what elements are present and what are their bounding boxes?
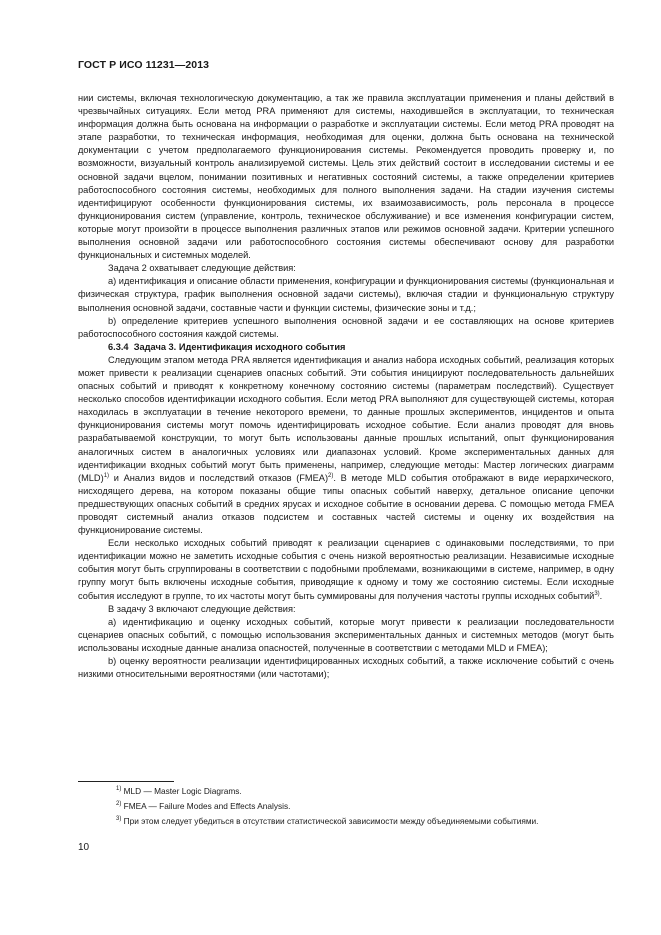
paragraph: нии системы, включая технологическую документацию, а так же правила эксплуатации применения и планы действий в чрезвычайных ситуациях. Если метод PRA применяют для системы, находившейся в эксплуатации, то техническая информация должна быть основана на информации о разработке и эксплуатации системы. Если метод PRA проводят на этапе разработки, то техническая информация, необходимая для оценки, должна быть основана на технической документации с учетом предполагаемого функционирования системы. Рекомендуется проводить проверку и, по возможности, визуальный контроль анализируемой системы. Цель этих действий состоит в исследовании системы и ее основной задачи вцелом, понимании позитивных и негативных состояний системы, а также определении критериев работоспособного состояния системы, необходимых для полного выполнения задачи. На стадии изучения системы идентифицируют особенности функционирования системы, их взаимозависимость, роль персонала в процессе функционирования систем (управление, контроль, техническое обслуживание) и все изменения конфигурации систем, которые могут произойти в процессе выполнения различных этапов или режимов основной задачи. Критерии успешного выполнения основной задачи или работоспособного состояния системы обеспечивают основу для разработки функциональных и системных моделей. <box>78 93 614 261</box>
list-item: b) оценку вероятности реализации идентифицированных исходных событий, а также исключение событий с очень низкими относительными вероятностями (или частотами); <box>78 656 614 680</box>
section-title: Задача 3. Идентификация исходного события <box>133 341 346 352</box>
page-number: 10 <box>78 842 90 853</box>
footnote-text: MLD — Master Logic Diagrams. <box>121 786 242 796</box>
footnote-divider <box>78 781 174 782</box>
section-number: 6.3.4 <box>108 341 129 352</box>
footnote-text: FMEA — Failure Modes and Effects Analysis. <box>121 801 291 811</box>
list-item: а) идентификация и описание области применения, конфигурации и функционирования системы (функциональная и физическая структура, график выполнения основной задачи системы), включая стадии и функциональную структуру выполнения основной задачи, составные части и функции системы, физические зоны и т.д.; <box>78 276 615 313</box>
section-heading <box>78 341 614 354</box>
document-body <box>78 92 614 681</box>
footnote-mark: 3) <box>116 816 122 823</box>
text-run: . <box>599 590 603 601</box>
footnote <box>78 800 614 812</box>
document-header: ГОСТ Р ИСО 11231—2013 <box>78 59 210 71</box>
text-run: Следующим этапом метода PRA является идентификация и анализ набора исходных событий, реализация которых может привести к реализации сценариев опасных событий. Эти события инициируют последовательность дальнейших опасных событий и приводят к конкретному конечному состоянию системы (параметрам последствий). Существует несколько способов идентификации исходного события. Если метод PRA выполняют для существующей системы, которая находилась в эксплуатации в течение некоторого времени, то данные прошлых экспериментов, инцидентов и опыта функционирования системы могут помочь идентифицировать исходное событие. Если анализ проводят для вновь разрабатываемой конструкции, то могут быть использованы данные прошлых испытаний, опыт функционирования аналогичных систем в аналогичных условиях или диапазонах условий. Кроме экспериментальных данных для идентификации входных событий могут быть применены, например, следующие методы: Мастер логических диаграмм (MLD) <box>78 354 614 483</box>
footnote-text: При этом следует убедиться в отсутствии статистической зависимости между объединяемыми событиями. <box>121 816 539 826</box>
footnote-ref: 2) <box>328 472 334 479</box>
footnote <box>78 815 614 827</box>
text-run: . В методе MLD события отображают в виде иерархического, нисходящего дерева, на котором показаны общие типы опасных событий наверху, детальное описание цепочки предшествующих опасных событий в средних ярусах и исходное событие в основании дерева. С помощью метода FMEA проводят системный анализ отказов подсистем и составных частей системы и оценку их воздействия на функционирование системы. <box>78 472 614 536</box>
footnote-mark: 1) <box>116 786 122 793</box>
footnotes <box>78 785 614 830</box>
footnote-ref: 3) <box>594 590 600 597</box>
list-item: а) идентификацию и оценку исходных событий, которые могут привести к реализации последовательности сценариев опасных событий, с помощью использования экспериментальных данных и системных методов (могут быть использованы исходные данные анализа опасностей, полученные в соответствии с методами MLD и FMEA); <box>78 616 614 653</box>
paragraph <box>78 354 614 537</box>
footnote-mark: 2) <box>116 801 122 808</box>
footnote <box>78 785 614 797</box>
text-run: и Анализ видов и последствий отказов (FMEA) <box>109 472 329 483</box>
paragraph: В задачу 3 включают следующие действия: <box>108 603 296 614</box>
paragraph <box>78 537 614 602</box>
text-run: Если несколько исходных событий приводят к реализации сценариев с одинаковыми последствиями, то при идентификации можно не заметить исходные события с очень низкой вероятностью реализации. Независимые исходные события могут быть сгруппированы в соответствии с подобными проблемами, возникающими в системе, например, в одну группу могут быть включены исходные события, приводящие к одному и тому же состоянию системы. Если исходные события исследуют в группе, то их частоты могут быть суммированы для получения частоты группы исходных событий <box>78 538 614 601</box>
footnote-ref: 1) <box>103 472 110 479</box>
list-item: b) определение критериев успешного выполнения основной задачи и ее составляющих на основе критериев работоспособного состояния каждой системы. <box>78 315 614 339</box>
paragraph: Задача 2 охватывает следующие действия: <box>108 263 296 274</box>
